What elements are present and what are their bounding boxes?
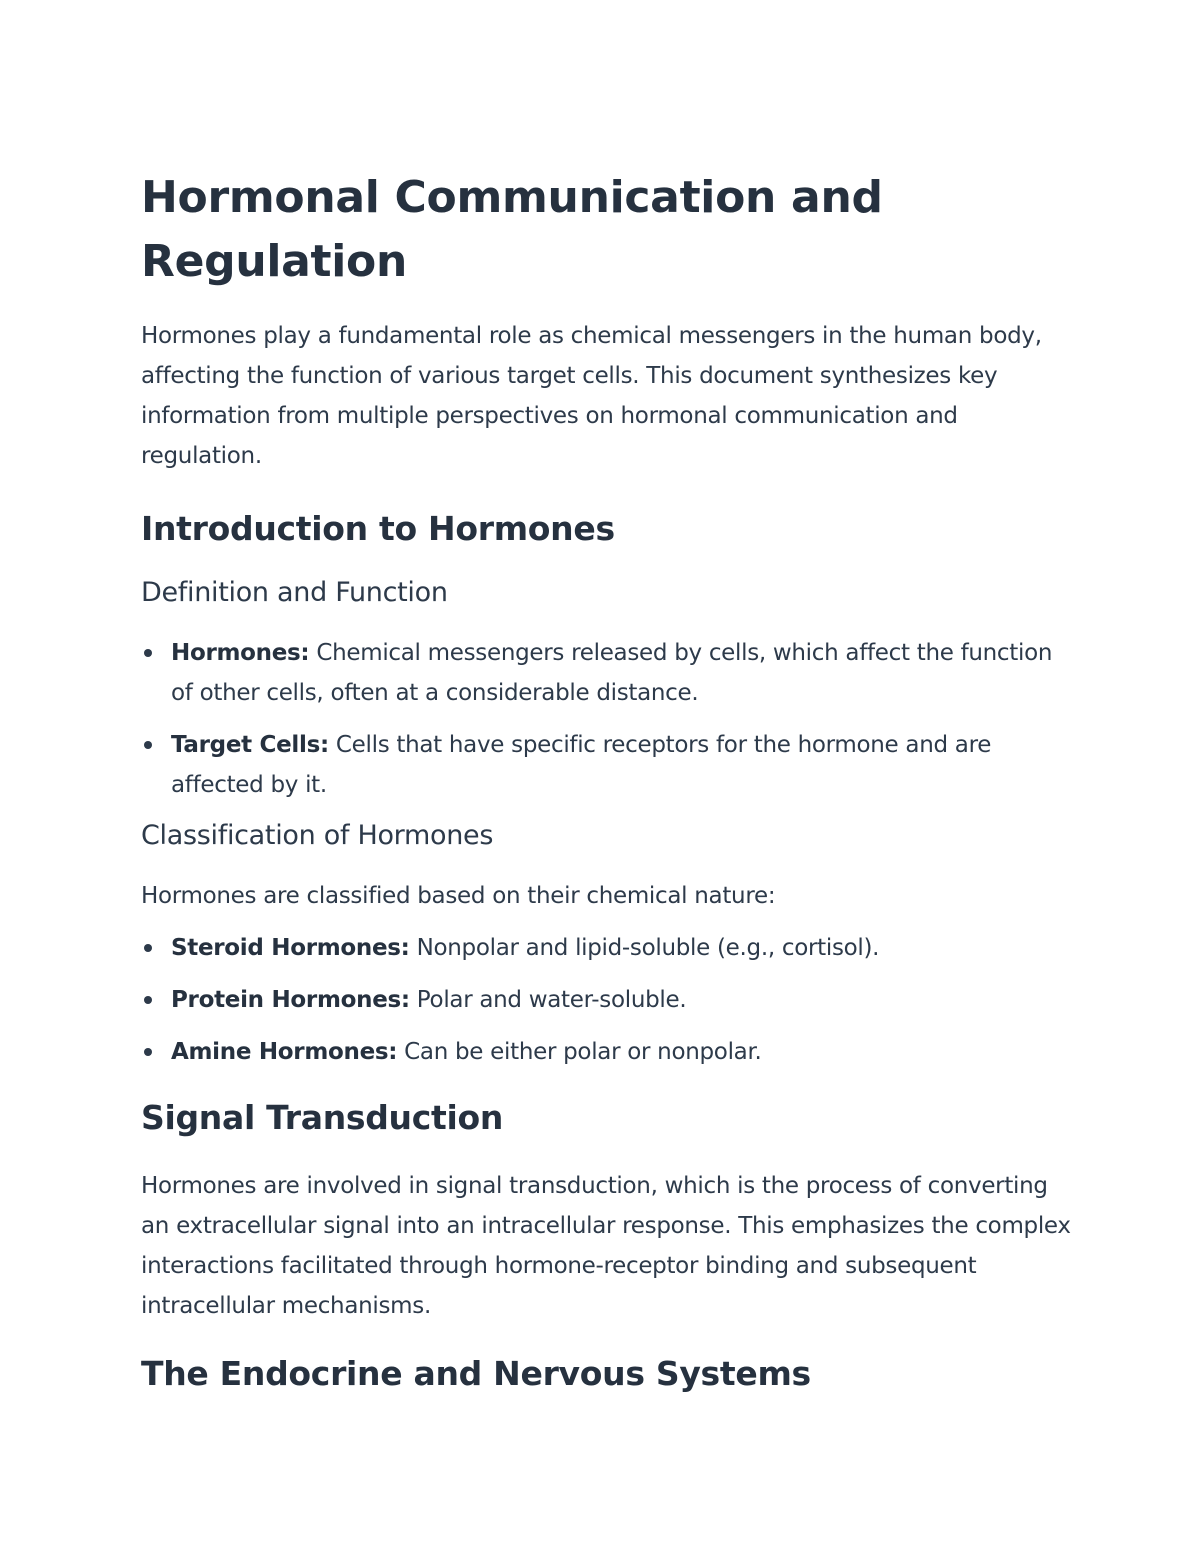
- list-item-text: Polar and water-soluble.: [409, 987, 687, 1013]
- heading-endocrine-nervous: The Endocrine and Nervous Systems: [141, 1354, 811, 1393]
- heading-introduction: Introduction to Hormones: [141, 509, 615, 548]
- bullet-icon: [144, 996, 152, 1004]
- subheading-classification: Classification of Hormones: [141, 820, 494, 851]
- document-title: Hormonal Communication and Regulation: [141, 172, 883, 287]
- bullet-icon: [144, 741, 152, 749]
- list-item-term: Target Cells:: [171, 732, 329, 758]
- list-item-term: Hormones:: [171, 640, 310, 666]
- list-item-text: Chemical messengers released by cells, which affect the function of other cells, often at a considerable distance.: [171, 640, 1053, 706]
- document-page: [141, 166, 1071, 1396]
- classification-lead: Hormones are classified based on their chemical nature:: [141, 883, 776, 909]
- list-item: [141, 980, 1071, 1020]
- definition-list: [141, 633, 1071, 805]
- list-item-text: Nonpolar and lipid-soluble (e.g., cortisol).: [409, 935, 880, 961]
- bullet-icon: [144, 649, 152, 657]
- classification-list: [141, 928, 1071, 1072]
- heading-signal-transduction: Signal Transduction: [141, 1098, 504, 1137]
- bullet-icon: [144, 944, 152, 952]
- list-item-text: Cells that have specific receptors for the hormone and are affected by it.: [171, 732, 992, 798]
- intro-paragraph: Hormones play a fundamental role as chemical messengers in the human body, affecting the function of various target cells. This document synthesizes key information from multiple perspectives on hormonal communication and regulation.: [141, 323, 1042, 469]
- list-item: [141, 725, 1071, 805]
- bullet-icon: [144, 1048, 152, 1056]
- list-item-text: Can be either polar or nonpolar.: [397, 1039, 762, 1065]
- list-item-term: Steroid Hormones:: [171, 935, 410, 961]
- list-item-term: Amine Hormones:: [171, 1039, 398, 1065]
- subheading-definition: Definition and Function: [141, 577, 448, 608]
- list-item-term: Protein Hormones:: [171, 987, 410, 1013]
- list-item: [141, 1032, 1071, 1072]
- list-item: [141, 928, 1071, 968]
- list-item: [141, 633, 1071, 713]
- signal-paragraph: Hormones are involved in signal transduction, which is the process of converting an extracellular signal into an intracellular response. This emphasizes the complex interactions facilitated through hormone-receptor binding and subsequent intracellular mechanisms.: [141, 1173, 1071, 1319]
